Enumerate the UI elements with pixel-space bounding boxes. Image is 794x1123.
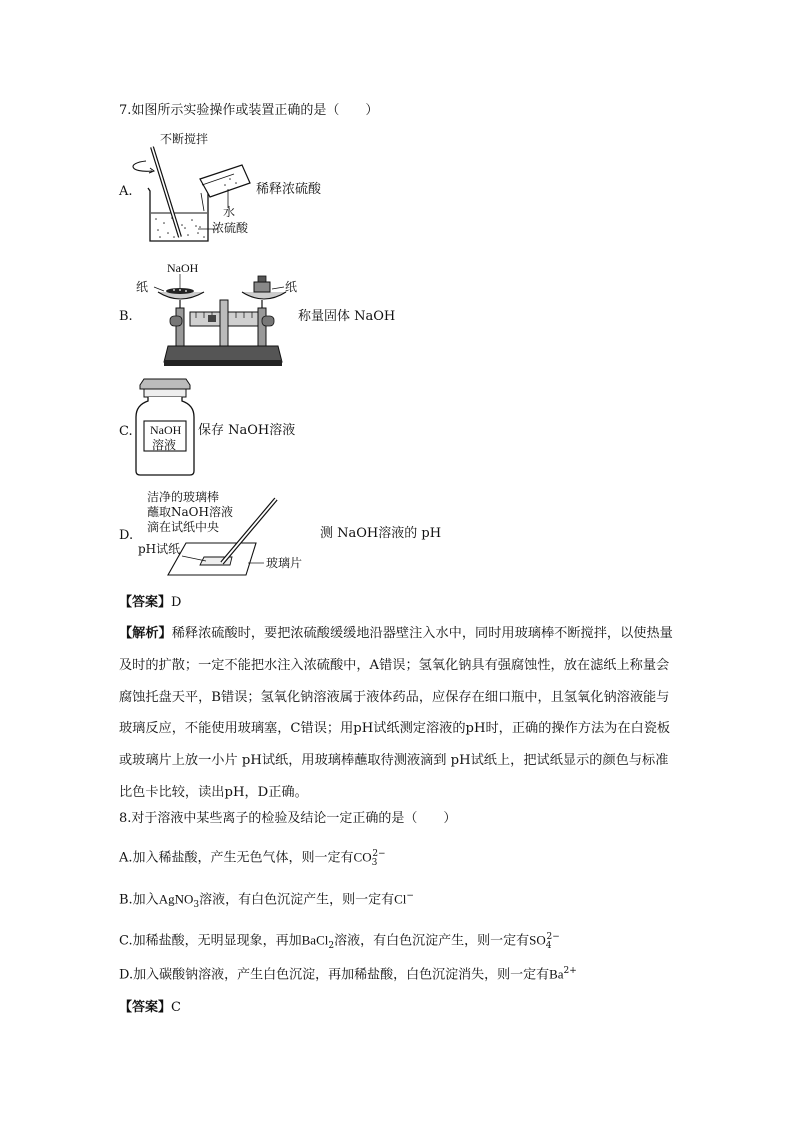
q8-option-a-sup: 2− [372, 849, 386, 859]
q8-answer-tag: 【答案】 [119, 1000, 172, 1015]
q8-option-b-ion: Cl [394, 891, 407, 907]
q8-option-c-ion: SO [529, 932, 546, 948]
analysis-text: 稀释浓硫酸时，要把浓硫酸缓缓地沿器壁注入水中，同时用玻璃棒不断搅拌，以使热量及时的扩散；一定不能把水注入浓硫酸中，A错误；氢氧化钠具有强腐蚀性，放在滤纸上称量会腐蚀托盘天平，B错误；氢氧化钠溶液属于液体药品，应保存在细口瓶中，且氢氧化钠溶液能与玻璃反应，不能使用玻璃塞，C错误；用pH试纸测定溶液的pH时，正确的操作方法为在白瓷板或玻璃片上放一小片 pH试纸，用玻璃棒蘸取待测液滴到 pH试纸上，把试纸显示的颜色与标准比色卡比较，读出pH，D正确。 [119, 626, 673, 800]
q8-answer [119, 1001, 181, 1014]
q7-option-d-letter: D. [119, 528, 134, 543]
answer-value: D [171, 595, 182, 610]
q7-option-c-caption: 保存 NaOH溶液 [198, 423, 296, 438]
rod-instruction-line3: 滴在试纸中央 [147, 520, 220, 534]
q7-option-d-caption: 测 NaOH溶液的 pH [320, 526, 442, 541]
water-label: 水 [223, 205, 236, 219]
q7-stem: 7.如图所示实验操作或装置正确的是（ ） [119, 103, 379, 118]
rod-instruction-line2: 蘸取NaOH溶液 [147, 505, 233, 519]
paper-left-label: 纸 [136, 280, 149, 294]
q7-answer [119, 596, 181, 609]
q8-option-a-text: A.加入稀盐酸，产生无色气体，则一定有 [119, 850, 354, 866]
bottle-label-line1: NaOH [150, 423, 182, 437]
q8-option-d-sup: 2+ [563, 966, 577, 976]
rod-instruction-line1: 洁净的玻璃棒 [147, 490, 220, 504]
q8-option-c-pre: C.加稀盐酸，无明显现象，再加 [119, 933, 302, 949]
q8-option-d [119, 967, 577, 981]
q8-answer-value: C [171, 1000, 181, 1015]
q8-option-d-text: D.加入碳酸钠溶液，产生白色沉淀，再加稀盐酸，白色沉淀消失，则一定有 [119, 967, 550, 983]
q8-option-c [119, 933, 565, 951]
q7-option-a-caption: 稀释浓硫酸 [256, 182, 322, 197]
stir-label: 不断搅拌 [160, 132, 209, 146]
q8-option-b-pre: B.加入 [119, 892, 159, 908]
paper-right-label: 纸 [285, 280, 298, 294]
q8-option-b-reagent: AgNO [158, 891, 194, 907]
answer-tag: 【答案】 [119, 595, 172, 610]
q8-option-b [119, 892, 414, 910]
q8-option-c-reagent-sub: 2 [328, 940, 335, 951]
q7-option-b-letter: B. [119, 309, 133, 324]
q8-option-d-ion: Ba [549, 966, 564, 982]
q8-option-a-sub: 3 [371, 857, 378, 868]
q8-stem: 8.对于溶液中某些离子的检验及结论一定正确的是（ ） [119, 811, 457, 826]
glass-slide-label: 玻璃片 [266, 556, 303, 570]
q8-option-b-sup: − [406, 891, 414, 901]
q7-analysis [119, 618, 679, 809]
q8-option-c-reagent: BaCl [301, 932, 329, 948]
analysis-tag: 【解析】 [119, 626, 172, 641]
q8-option-c-text: 溶液，有白色沉淀产生，则一定有 [334, 933, 530, 949]
dilute-sulfuric-acid-figure [130, 133, 270, 245]
q7-option-b-caption: 称量固体 NaOH [298, 309, 396, 324]
q8-option-b-text: 溶液，有白色沉淀产生，则一定有 [199, 892, 395, 908]
naoh-label: NaOH [167, 261, 199, 275]
balance-figure [150, 260, 300, 370]
conc-acid-label: 浓硫酸 [212, 221, 249, 235]
bottle-label-line2: 溶液 [152, 438, 177, 452]
ph-paper-label: pH试纸 [138, 542, 181, 556]
q8-option-c-sup: 2− [546, 932, 560, 942]
q8-option-b-reagent-sub: 3 [193, 899, 200, 910]
q8-option-a [119, 850, 391, 868]
q7-option-c-letter: C. [119, 424, 133, 439]
q8-option-a-ion: CO [353, 849, 372, 865]
q7-option-a-letter: A. [119, 184, 133, 199]
q8-option-c-sub: 4 [545, 940, 552, 951]
